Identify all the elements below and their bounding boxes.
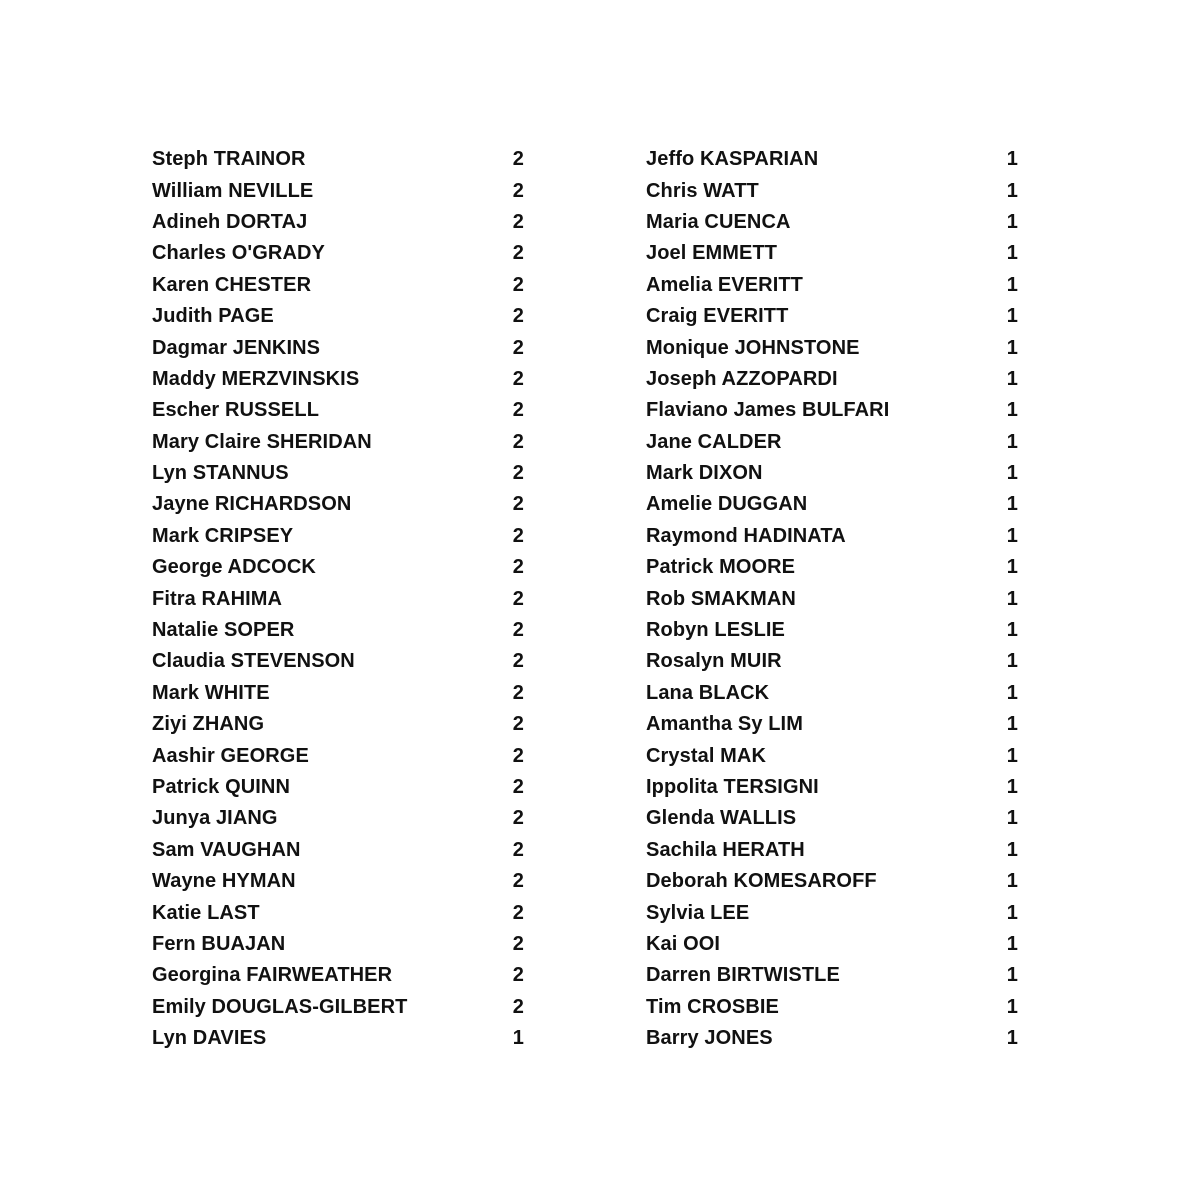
list-item xyxy=(152,238,524,269)
vote-count: 2 xyxy=(512,807,524,830)
person-name: Lana BLACK xyxy=(646,681,770,704)
list-item xyxy=(152,960,524,991)
vote-count: 1 xyxy=(1006,273,1018,296)
list-item xyxy=(646,709,1018,740)
list-item xyxy=(152,678,524,709)
vote-count: 1 xyxy=(1006,1027,1018,1050)
left-name-list xyxy=(152,144,524,1054)
list-item xyxy=(152,803,524,834)
person-name: Joel EMMETT xyxy=(646,242,778,265)
person-name: Barry JONES xyxy=(646,1027,773,1050)
vote-count: 1 xyxy=(1006,870,1018,893)
vote-count: 2 xyxy=(512,305,524,328)
list-item xyxy=(152,207,524,238)
list-item xyxy=(646,678,1018,709)
vote-count: 1 xyxy=(1006,619,1018,642)
vote-count: 1 xyxy=(1006,367,1018,390)
vote-count: 1 xyxy=(1006,148,1018,171)
person-name: Lyn STANNUS xyxy=(152,462,289,485)
vote-count: 1 xyxy=(512,1027,524,1050)
list-item xyxy=(152,740,524,771)
person-name: Wayne HYMAN xyxy=(152,870,296,893)
list-item xyxy=(646,364,1018,395)
vote-count: 1 xyxy=(1006,242,1018,265)
person-name: Natalie SOPER xyxy=(152,619,295,642)
person-name: Deborah KOMESAROFF xyxy=(646,870,877,893)
vote-count: 1 xyxy=(1006,179,1018,202)
list-item xyxy=(152,897,524,928)
vote-count: 2 xyxy=(512,650,524,673)
person-name: Patrick QUINN xyxy=(152,776,291,798)
person-name: Judith PAGE xyxy=(152,305,274,328)
person-name: Steph TRAINOR xyxy=(152,148,306,171)
person-name: Mark CRIPSEY xyxy=(152,524,294,547)
person-name: Dagmar JENKINS xyxy=(152,336,321,359)
person-name: Claudia STEVENSON xyxy=(152,650,355,673)
list-item xyxy=(152,270,524,301)
vote-count: 1 xyxy=(1006,964,1018,987)
vote-count: 1 xyxy=(1006,210,1018,233)
vote-count: 2 xyxy=(512,242,524,265)
list-item xyxy=(152,458,524,489)
person-name: Charles O'GRADY xyxy=(152,242,325,265)
person-name: Darren BIRTWISTLE xyxy=(646,964,840,987)
vote-count: 1 xyxy=(1006,681,1018,704)
person-name: Patrick MOORE xyxy=(646,556,796,579)
person-name: Fern BUAJAN xyxy=(152,932,286,955)
list-item xyxy=(646,615,1018,646)
list-item xyxy=(646,646,1018,677)
vote-count: 2 xyxy=(512,681,524,704)
vote-count: 2 xyxy=(512,524,524,547)
vote-count: 1 xyxy=(1006,587,1018,610)
person-name: Escher RUSSELL xyxy=(152,399,320,422)
list-item xyxy=(152,583,524,614)
person-name: Ippolita TERSIGNI xyxy=(646,776,819,798)
vote-count: 2 xyxy=(512,462,524,485)
list-item xyxy=(646,144,1018,175)
list-item xyxy=(152,301,524,332)
person-name: Rosalyn MUIR xyxy=(646,650,782,673)
person-name: Joseph AZZOPARDI xyxy=(646,367,838,390)
list-item xyxy=(152,144,524,175)
list-item xyxy=(646,552,1018,583)
vote-count: 2 xyxy=(512,148,524,171)
person-name: Karen CHESTER xyxy=(152,273,312,296)
person-name: Lyn DAVIES xyxy=(152,1027,267,1050)
person-name: Chris WATT xyxy=(646,179,759,202)
vote-count: 2 xyxy=(512,179,524,202)
person-name: Katie LAST xyxy=(152,901,260,924)
vote-count: 1 xyxy=(1006,932,1018,955)
list-item xyxy=(646,772,1018,803)
list-item xyxy=(646,740,1018,771)
person-name: Jane CALDER xyxy=(646,430,782,453)
list-item xyxy=(152,866,524,897)
person-name: Amelie DUGGAN xyxy=(646,493,808,516)
vote-count: 1 xyxy=(1006,524,1018,547)
vote-count: 2 xyxy=(512,210,524,233)
list-item xyxy=(152,521,524,552)
person-name: Flaviano James BULFARI xyxy=(646,399,890,422)
vote-count: 2 xyxy=(512,838,524,861)
person-name: Ziyi ZHANG xyxy=(152,713,265,736)
vote-count: 1 xyxy=(1006,556,1018,579)
list-item xyxy=(152,772,524,803)
list-item xyxy=(646,835,1018,866)
person-name: Amantha Sy LIM xyxy=(646,713,803,736)
person-name: Junya JIANG xyxy=(152,807,278,830)
person-name: Sachila HERATH xyxy=(646,838,805,861)
person-name: Aashir GEORGE xyxy=(152,744,309,767)
person-name: Robyn LESLIE xyxy=(646,619,785,642)
list-item xyxy=(646,332,1018,363)
list-item xyxy=(646,427,1018,458)
list-item xyxy=(152,929,524,960)
list-item xyxy=(152,992,524,1023)
list-item xyxy=(646,175,1018,206)
person-name: Raymond HADINATA xyxy=(646,524,846,547)
vote-count: 2 xyxy=(512,964,524,987)
list-item xyxy=(646,866,1018,897)
vote-count: 1 xyxy=(1006,838,1018,861)
vote-count: 1 xyxy=(1006,744,1018,767)
person-name: Mary Claire SHERIDAN xyxy=(152,430,372,453)
person-name: Monique JOHNSTONE xyxy=(646,336,860,359)
vote-count: 2 xyxy=(512,932,524,955)
list-item xyxy=(152,395,524,426)
list-item xyxy=(152,489,524,520)
list-item xyxy=(152,332,524,363)
vote-count: 2 xyxy=(512,587,524,610)
person-name: Craig EVERITT xyxy=(646,305,789,328)
vote-count: 2 xyxy=(512,870,524,893)
right-name-list xyxy=(646,144,1018,1054)
person-name: Georgina FAIRWEATHER xyxy=(152,964,393,987)
person-name: Fitra RAHIMA xyxy=(152,587,283,610)
person-name: Glenda WALLIS xyxy=(646,807,797,830)
list-item xyxy=(646,489,1018,520)
list-item xyxy=(152,427,524,458)
vote-count: 2 xyxy=(512,556,524,579)
vote-count: 1 xyxy=(1006,493,1018,516)
list-item xyxy=(152,1023,524,1054)
vote-count: 2 xyxy=(512,336,524,359)
vote-count: 2 xyxy=(512,901,524,924)
vote-count: 2 xyxy=(512,776,524,798)
vote-count: 2 xyxy=(512,367,524,390)
person-name: George ADCOCK xyxy=(152,556,316,579)
person-name: Emily DOUGLAS-GILBERT xyxy=(152,995,408,1018)
list-item xyxy=(646,992,1018,1023)
list-item xyxy=(152,364,524,395)
person-name: Kai OOI xyxy=(646,932,721,955)
vote-count: 2 xyxy=(512,744,524,767)
list-item xyxy=(646,238,1018,269)
vote-count: 1 xyxy=(1006,995,1018,1018)
vote-count: 2 xyxy=(512,399,524,422)
vote-count: 1 xyxy=(1006,462,1018,485)
list-item xyxy=(152,615,524,646)
person-name: Crystal MAK xyxy=(646,744,767,767)
list-item xyxy=(646,803,1018,834)
list-item xyxy=(152,709,524,740)
person-name: Rob SMAKMAN xyxy=(646,587,796,610)
vote-count: 2 xyxy=(512,713,524,736)
person-name: Sam VAUGHAN xyxy=(152,838,301,861)
list-item xyxy=(646,395,1018,426)
person-name: William NEVILLE xyxy=(152,179,314,202)
person-name: Jeffo KASPARIAN xyxy=(646,148,819,171)
list-item xyxy=(646,1023,1018,1054)
vote-count: 2 xyxy=(512,619,524,642)
list-item xyxy=(646,583,1018,614)
list-item xyxy=(646,521,1018,552)
list-item xyxy=(646,960,1018,991)
person-name: Amelia EVERITT xyxy=(646,273,803,296)
vote-count: 1 xyxy=(1006,901,1018,924)
vote-count: 1 xyxy=(1006,807,1018,830)
list-item xyxy=(152,552,524,583)
vote-count: 1 xyxy=(1006,305,1018,328)
list-item xyxy=(646,270,1018,301)
list-item xyxy=(646,929,1018,960)
person-name: Maria CUENCA xyxy=(646,210,791,233)
list-item xyxy=(152,175,524,206)
vote-count: 1 xyxy=(1006,399,1018,422)
vote-count: 1 xyxy=(1006,336,1018,359)
person-name: Adineh DORTAJ xyxy=(152,210,308,233)
vote-count: 2 xyxy=(512,493,524,516)
list-item xyxy=(152,646,524,677)
list-item xyxy=(646,458,1018,489)
person-name: Sylvia LEE xyxy=(646,901,750,924)
list-item xyxy=(646,897,1018,928)
vote-count: 2 xyxy=(512,995,524,1018)
list-item xyxy=(646,301,1018,332)
person-name: Mark WHITE xyxy=(152,681,270,704)
person-name: Maddy MERZVINSKIS xyxy=(152,367,360,390)
vote-count: 2 xyxy=(512,273,524,296)
vote-count: 1 xyxy=(1006,650,1018,673)
person-name: Jayne RICHARDSON xyxy=(152,493,352,516)
vote-count: 1 xyxy=(1006,776,1018,798)
vote-count: 1 xyxy=(1006,430,1018,453)
vote-count: 1 xyxy=(1006,713,1018,736)
person-name: Mark DIXON xyxy=(646,462,763,485)
list-item xyxy=(646,207,1018,238)
list-item xyxy=(152,835,524,866)
vote-count: 2 xyxy=(512,430,524,453)
person-name: Tim CROSBIE xyxy=(646,995,779,1018)
